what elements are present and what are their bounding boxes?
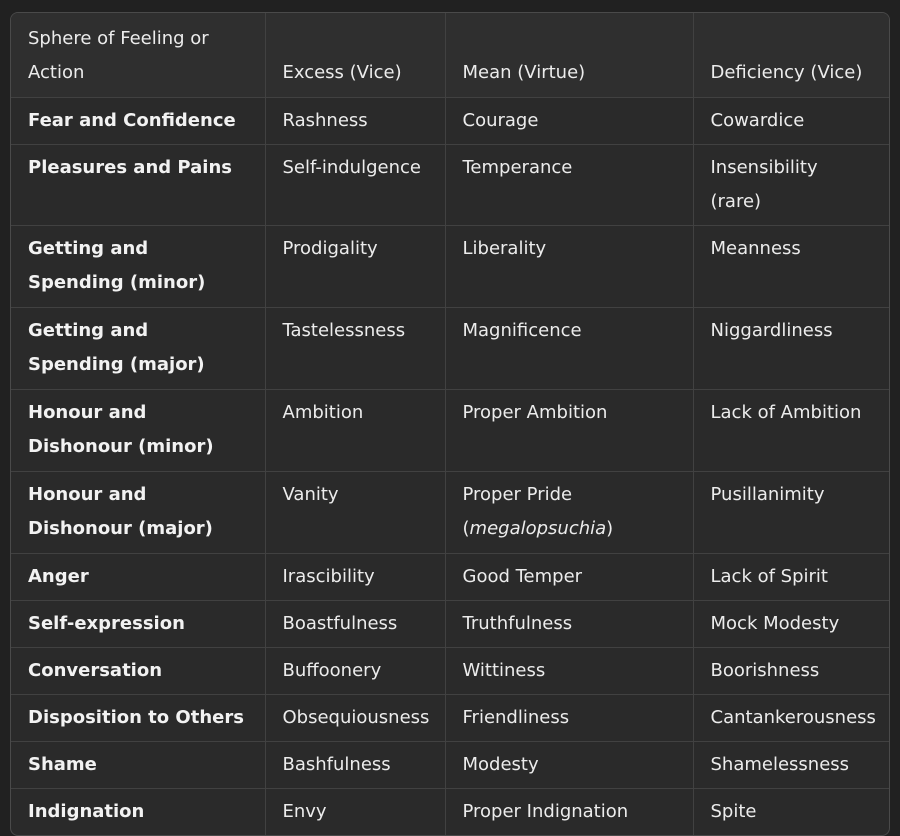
deficiency-cell: Cantankerousness — [693, 695, 889, 742]
deficiency-cell: Niggardliness — [693, 308, 889, 390]
mean-cell: Courage — [445, 98, 693, 145]
table-row — [11, 601, 889, 648]
table-body — [11, 98, 889, 836]
table-row — [11, 695, 889, 742]
excess-cell: Bashfulness — [265, 742, 445, 789]
header-mean: Mean (Virtue) — [445, 13, 693, 98]
table-header — [11, 13, 889, 98]
mean-cell: Liberality — [445, 226, 693, 308]
sphere-cell: Getting and Spending (major) — [11, 308, 265, 390]
excess-cell: Obsequiousness — [265, 695, 445, 742]
sphere-cell: Indignation — [11, 789, 265, 836]
mean-cell: Modesty — [445, 742, 693, 789]
mean-cell: Magnificence — [445, 308, 693, 390]
table-row — [11, 742, 889, 789]
mean-text: Proper Pride — [462, 484, 573, 505]
excess-cell: Irascibility — [265, 554, 445, 601]
deficiency-cell: Shamelessness — [693, 742, 889, 789]
header-sphere: Sphere of Feeling or Action — [11, 13, 265, 98]
deficiency-cell: Meanness — [693, 226, 889, 308]
deficiency-cell: Lack of Spirit — [693, 554, 889, 601]
sphere-cell: Conversation — [11, 648, 265, 695]
deficiency-cell: Cowardice — [693, 98, 889, 145]
mean-cell: Proper Indignation — [445, 789, 693, 836]
sphere-cell: Shame — [11, 742, 265, 789]
sphere-cell: Honour and Dishonour (major) — [11, 472, 265, 554]
table-row — [11, 226, 889, 308]
mean-cell: Temperance — [445, 145, 693, 226]
table-row — [11, 472, 889, 554]
sphere-cell: Pleasures and Pains — [11, 145, 265, 226]
mean-cell: Proper Ambition — [445, 390, 693, 472]
excess-cell: Rashness — [265, 98, 445, 145]
table-row — [11, 554, 889, 601]
sphere-cell: Self-expression — [11, 601, 265, 648]
mean-cell: Truthfulness — [445, 601, 693, 648]
excess-cell: Ambition — [265, 390, 445, 472]
header-row — [11, 13, 889, 98]
sphere-cell: Disposition to Others — [11, 695, 265, 742]
excess-cell: Buffoonery — [265, 648, 445, 695]
sphere-cell: Anger — [11, 554, 265, 601]
excess-cell: Boastfulness — [265, 601, 445, 648]
sphere-cell: Honour and Dishonour (minor) — [11, 390, 265, 472]
table-row — [11, 308, 889, 390]
virtues-table — [11, 13, 889, 835]
deficiency-cell: Boorishness — [693, 648, 889, 695]
table-row — [11, 390, 889, 472]
sphere-cell: Getting and Spending (minor) — [11, 226, 265, 308]
table-row — [11, 648, 889, 695]
excess-cell: Self-indulgence — [265, 145, 445, 226]
virtues-table-container — [10, 12, 890, 836]
deficiency-cell: Pusillanimity — [693, 472, 889, 554]
table-row — [11, 789, 889, 836]
header-excess: Excess (Vice) — [265, 13, 445, 98]
deficiency-cell: Spite — [710, 801, 757, 822]
table-row — [11, 145, 889, 226]
deficiency-cell: Lack of Ambition — [693, 390, 889, 472]
excess-cell: Tastelessness — [265, 308, 445, 390]
mean-cell: Good Temper — [445, 554, 693, 601]
sphere-cell: Fear and Confidence — [11, 98, 265, 145]
excess-cell: Prodigality — [265, 226, 445, 308]
mean-cell: Wittiness — [445, 648, 693, 695]
deficiency-cell: Mock Modesty — [693, 601, 889, 648]
greek-term: megalopsuchia — [469, 518, 607, 539]
table-row — [11, 98, 889, 145]
header-deficiency: Deficiency (Vice) — [693, 13, 889, 98]
excess-cell: Envy — [265, 789, 445, 836]
excess-cell: Vanity — [265, 472, 445, 554]
mean-cell: Friendliness — [445, 695, 693, 742]
deficiency-cell: Insensibility (rare) — [693, 145, 889, 226]
mean-cell: Proper Pride (megalopsuchia) — [445, 472, 693, 554]
